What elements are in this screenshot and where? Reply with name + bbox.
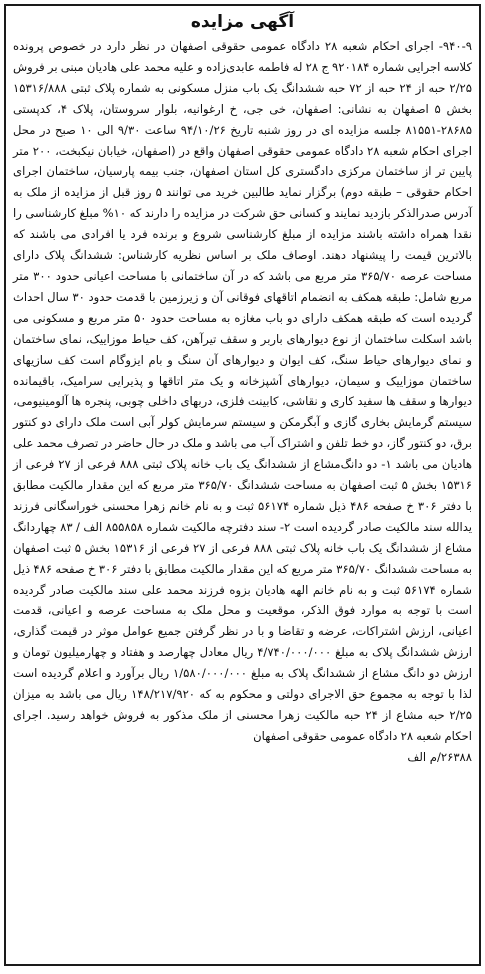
notice-title: آگهی مزایده — [190, 12, 295, 32]
notice-reference-number: ۲۶۳۸۸/م الف — [407, 749, 472, 764]
auction-notice — [4, 4, 481, 966]
notice-paragraph: ۹۴۰-۹- اجرای احکام شعبه ۲۸ دادگاه عمومی حقوقی اصفهان در نظر دارد در خصوص پرونده کلاسه اجرایی شماره ۹۲۰۱۸۴ ج ۲۸ له فاطمه عابدی‌زاده و علیه محمد علی هادیان مبنی بر فروش ۲/۲۵ حبه از ۲۴ حبه از ۷۲ حبه ششدانگ یک باب منزل مسکونی به شماره پلاک ثبتی ۱۵۳۱۶/۸۸۸ بخش ۵ اصفهان به نشانی: اصفهان، خی جی، خ ارغوانیه، بلوار سروستان، پلاک ۴، کدپستی ۲۸۶۸۵-۸۱۵۵۱ جلسه مزایده ای در روز شنبه تاریخ ۹۴/۱۰/۲۶ ساعت ۹/۳۰ الی ۱۰ صبح در محل اجرای احکام شعبه ۲۸ دادگاه عمومی حقوقی اصفهان واقع در (اصفهان، خیابان نیکبخت، ۲۰۰ متر پایین تر از ساختمان مرکزی دادگستری کل استان اصفهان، جنب بیمه پارسیان، ساختمان اجرای احکام حقوقی – طبقه دوم) برگزار نماید طالبین خرید می توانند ۵ روز قبل از مزایده از ملک به آدرس صدرالذکر بازدید نمایند و کسانی حق شرکت در مزایده را دارند که ۱۰% مبلغ کارشناسی را نقدا همراه داشته باشند مزایده از مبلغ کارشناسی شروع و برنده فرد یا افرادی می باشند که بالاترین قیمت را پیشنهاد دهند. اوصاف ملک بر اساس نظریه کارشناس: ششدانگ پلاک دارای مساحت عرصه ۳۶۵/۷۰ متر مربع می باشد که در آن ساختمانی با مساحت اعیانی حدود ۳۰۰ متر مربع شامل: طبقه همکف به انضمام اتاقهای فوقانی آن و زیرزمین با قدمت حدود ۳۰ سال احداث گردیده است که طبقه همکف دارای دو باب مغازه به مساحت حدود ۵۰ متر مربع و مسکونی می باشد اسکلت ساختمان از نوع دیوارهای باربر و سقف تیرآهن، کف حیاط موزاییک، نمای ساختمان و نمای دیوارهای حیاط سنگ، کف ایوان و دیوارهای آن سنگ و بام ایزوگام است کف سازیهای ساختمان موزاییک و سیمان، دیوارهای آشپزخانه و یک متر اتاقها و پذیرایی سرامیک، باقیمانده دیوارها و سقف ها سفید کاری و نقاشی، کابینت فلزی، دربهای داخلی چوبی، پنجره ها آلومینیومی، سیستم گرمایش بخاری گازی و آبگرمکن و سیستم سرمایش کولر آبی است ملک دارای دو کنتور برق، دو کنتور گاز، دو خط تلفن و اشتراک آب می باشد و ملک در حال حاضر در تصرف محمد علی هادیان می باشد ۱- دو دانگ‌مشاع از ششدانگ یک باب خانه پلاک ثبتی ۸۸۸ فرعی از ۲۷ فرعی از ۱۵۳۱۶ بخش ۵ ثبت اصفهان به مساحت ششدانگ ۳۶۵/۷۰ متر مربع که این مقدار مالکیت مطابق با دفتر ۳۰۶ خ صفحه ۴۸۶ ذیل شماره ۵۶۱۷۴ ثبت و به نام خانم زهرا محسنی خوراسگانی فرزند یدالله سند مالکیت صادر گردیده است ۲- سند دفترچه مالکیت شماره ۸۵۵۸۵۸ الف / ۸۳ چهاردانگ مشاع از ششدانگ یک باب خانه پلاک ثبتی ۸۸۸ فرعی از ۲۷ فرعی از ۱۵۳۱۶ بخش ۵ ثبت اصفهان به مساحت ششدانگ ۳۶۵/۷۰ متر مربع که این مقدار مالکیت مطابق با دفتر ۳۰۶ خ صفحه ۴۸۶ ذیل شماره ۵۶۱۷۴ ثبت و به نام خانم الهه هادیان بزوه فرزند محمد علی سند مالکیت صادر گردیده است با توجه به موارد فوق الذکر، موقعیت و محل ملک به مساحت عرصه و اعیانی، قدمت اعیانی، ارزش اشتراکات، عرضه و تقاضا و با در نظر گرفتن جمیع عوامل موثر در قیمت گذاری، ارزش ششدانگ پلاک به مبلغ ۴/۷۴۰/۰۰۰/۰۰۰ ریال معادل چهارصد و هفتاد و چهارمیلیون تومان و ارزش دو دانگ مشاع از ششدانگ پلاک به مبلغ ۱/۵۸۰/۰۰۰/۰۰۰ ریال برآورد و اعلام گردیده است لذا با توجه به مجموع حق الاجرای دولتی و محکوم به که ۱۴۸/۲۱۷/۹۲۰ ریال می باشد به میزان ۲/۲۵ حبه مشاع از ۲۴ حبه مالکیت زهرا محسنی از ملک مذکور به فروش خواهد رسید. اجرای احکام شعبه ۲۸ دادگاه عمومی حقوقی اصفهان — [13, 39, 473, 743]
notice-body — [6, 36, 479, 747]
